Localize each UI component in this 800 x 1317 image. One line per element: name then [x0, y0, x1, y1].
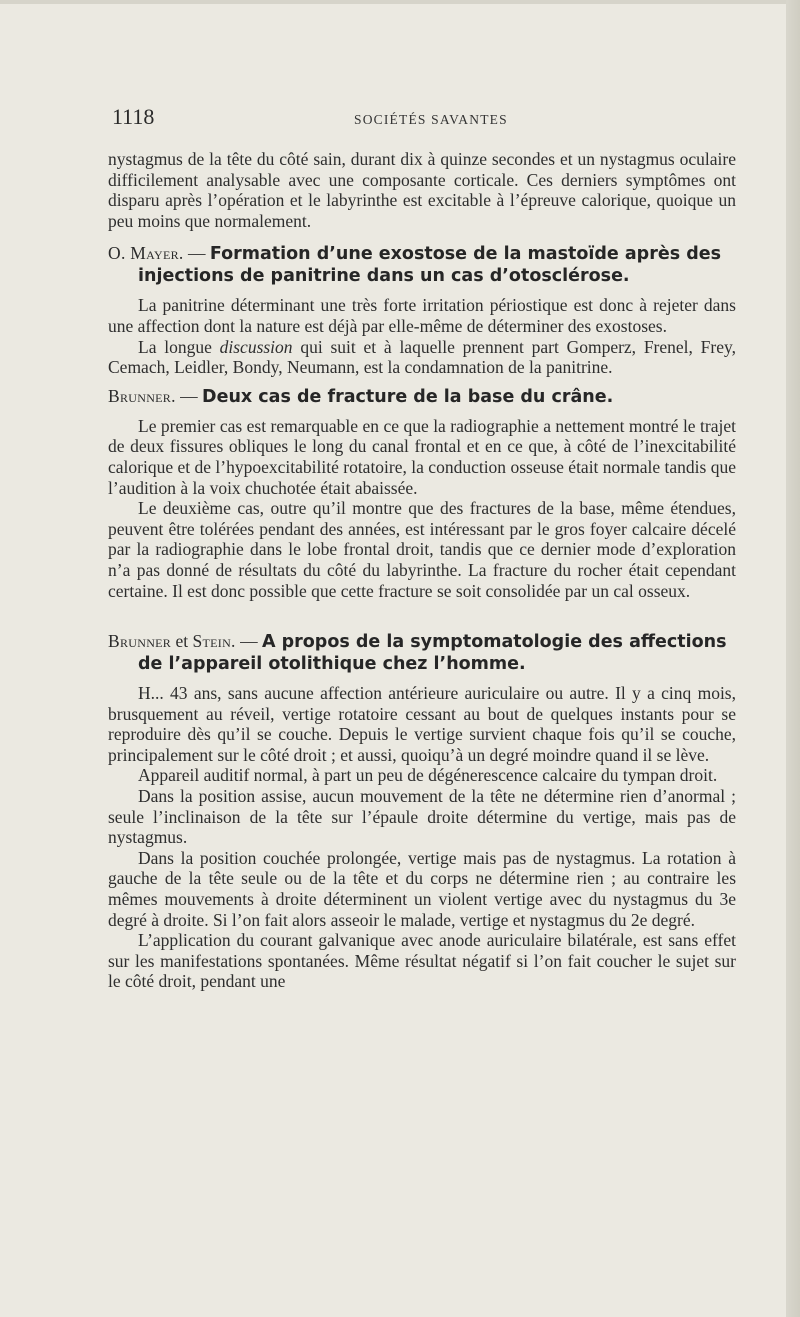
author-conjunction: et: [171, 631, 193, 652]
intro-paragraph: nystagmus de la tête du côté sain, durant dix à quinze secondes et un nystagmus oculaire difficilement analysable avec une composante corticale. Ces derniers symptômes ont disparu après l’opération et le labyrinthe est excitable à l’épreuve calorique, quoique un peu moins que normalement.: [108, 149, 736, 231]
heading-dash: —: [187, 243, 206, 264]
running-header: [108, 104, 736, 132]
page-number: 1118: [112, 104, 155, 129]
body-paragraph: Dans la position couchée prolongée, vertige mais pas de nystagmus. La rotation à gauche de la tête seule ou de la tête et du corps ne détermine rien ; au contraire les mêmes mouvements à droite déterminent un violent vertige avec du nystagmus du 3e degré à droite. Si l’on fait alors asseoir le malade, vertige et nystagmus du 2e degré.: [108, 847, 736, 930]
section-author: O. Mayer.: [108, 243, 184, 264]
heading-dash: —: [180, 385, 198, 406]
body-paragraph: Dans la position assise, aucun mouvement de la tête ne détermine rien d’anormal ; seule l’inclinaison de la tête sur l’épaule droite détermine du vertige, mais pas de nystagmus.: [108, 786, 736, 848]
page-right-edge: [786, 0, 800, 1317]
section-heading-mayer: [108, 243, 736, 287]
section-heading-brunner: [108, 386, 736, 408]
section-author: Brunner: [108, 631, 172, 652]
italic-text: discussion: [219, 336, 293, 357]
heading-dash: —: [240, 631, 258, 652]
page-top-edge: [0, 0, 800, 4]
text-run: qui suit et à laquelle prennent part Gomperz, Frenel, Frey, Cemach, Leidler, Bondy, Neumann, est la condamnation de la panitrine.: [108, 336, 736, 378]
body-paragraph: La panitrine déterminant une très forte irritation périostique est donc à rejeter dans une affection dont la nature est déjà par elle-même de déterminer des exostoses.: [108, 295, 736, 336]
section-author-2: Stein.: [192, 631, 236, 652]
body-paragraph: Appareil auditif normal, à part un peu de dégénerescence calcaire du tympan droit.: [138, 765, 718, 786]
text-run: La longue: [138, 336, 220, 357]
section-author: Brunner.: [108, 385, 176, 406]
body-paragraph: L’application du courant galvanique avec anode auriculaire bilatérale, est sans effet sur les manifestations spontanées. Même résultat négatif si l’on fait coucher le sujet sur le côté droit, pendant une: [108, 930, 736, 992]
body-paragraph: Le deuxième cas, outre qu’il montre que des fractures de la base, même étendues, peuvent être tolérées pendant des années, est intéressant par le gros foyer calcaire décelé par la radiographie dans le lobe frontal droit, tandis que ce dernier mode d’exploration n’a pas donné de résultats du côté du labyrinthe. La fracture du rocher était cependant certaine. Il est donc possible que cette fracture se soit consolidée par un cal osseux.: [108, 498, 736, 601]
running-title: SOCIÉTÉS SAVANTES: [354, 112, 508, 127]
body-paragraph-discussion: [108, 337, 736, 378]
body-paragraph: H... 43 ans, sans aucune affection antérieure auriculaire ou autre. Il y a cinq mois, brusquement au réveil, vertige rotatoire cessant au bout de quelques instants pour se reproduire dès qu’il se couche. Depuis le vertige survient chaque fois qu’il se couche, principalement sur le côté droit ; et aussi, quoiqu’à un degré moindre quand il se lève.: [108, 683, 736, 765]
body-paragraph: Le premier cas est remarquable en ce que la radiographie a nettement montré le trajet de deux fissures obliques le long du canal frontal et en ce que, à côté de l’inexcitabilité calorique et de l’hypoexcitabilité rotatoire, la conduction osseuse était normale tandis que l’audition à la voix chuchotée était abaissée.: [108, 415, 736, 498]
section-title: A propos de la symptomatologie des affections de l’appareil otolithique chez l’homme.: [138, 632, 727, 675]
section-title: Formation d’une exostose de la mastoïde après des injections de panitrine dans un cas d’otosclérose.: [138, 244, 722, 287]
section-heading-brunner-stein: [108, 631, 736, 675]
section-title: Deux cas de fracture de la base du crâne.: [202, 386, 614, 407]
text-column: [108, 104, 736, 992]
